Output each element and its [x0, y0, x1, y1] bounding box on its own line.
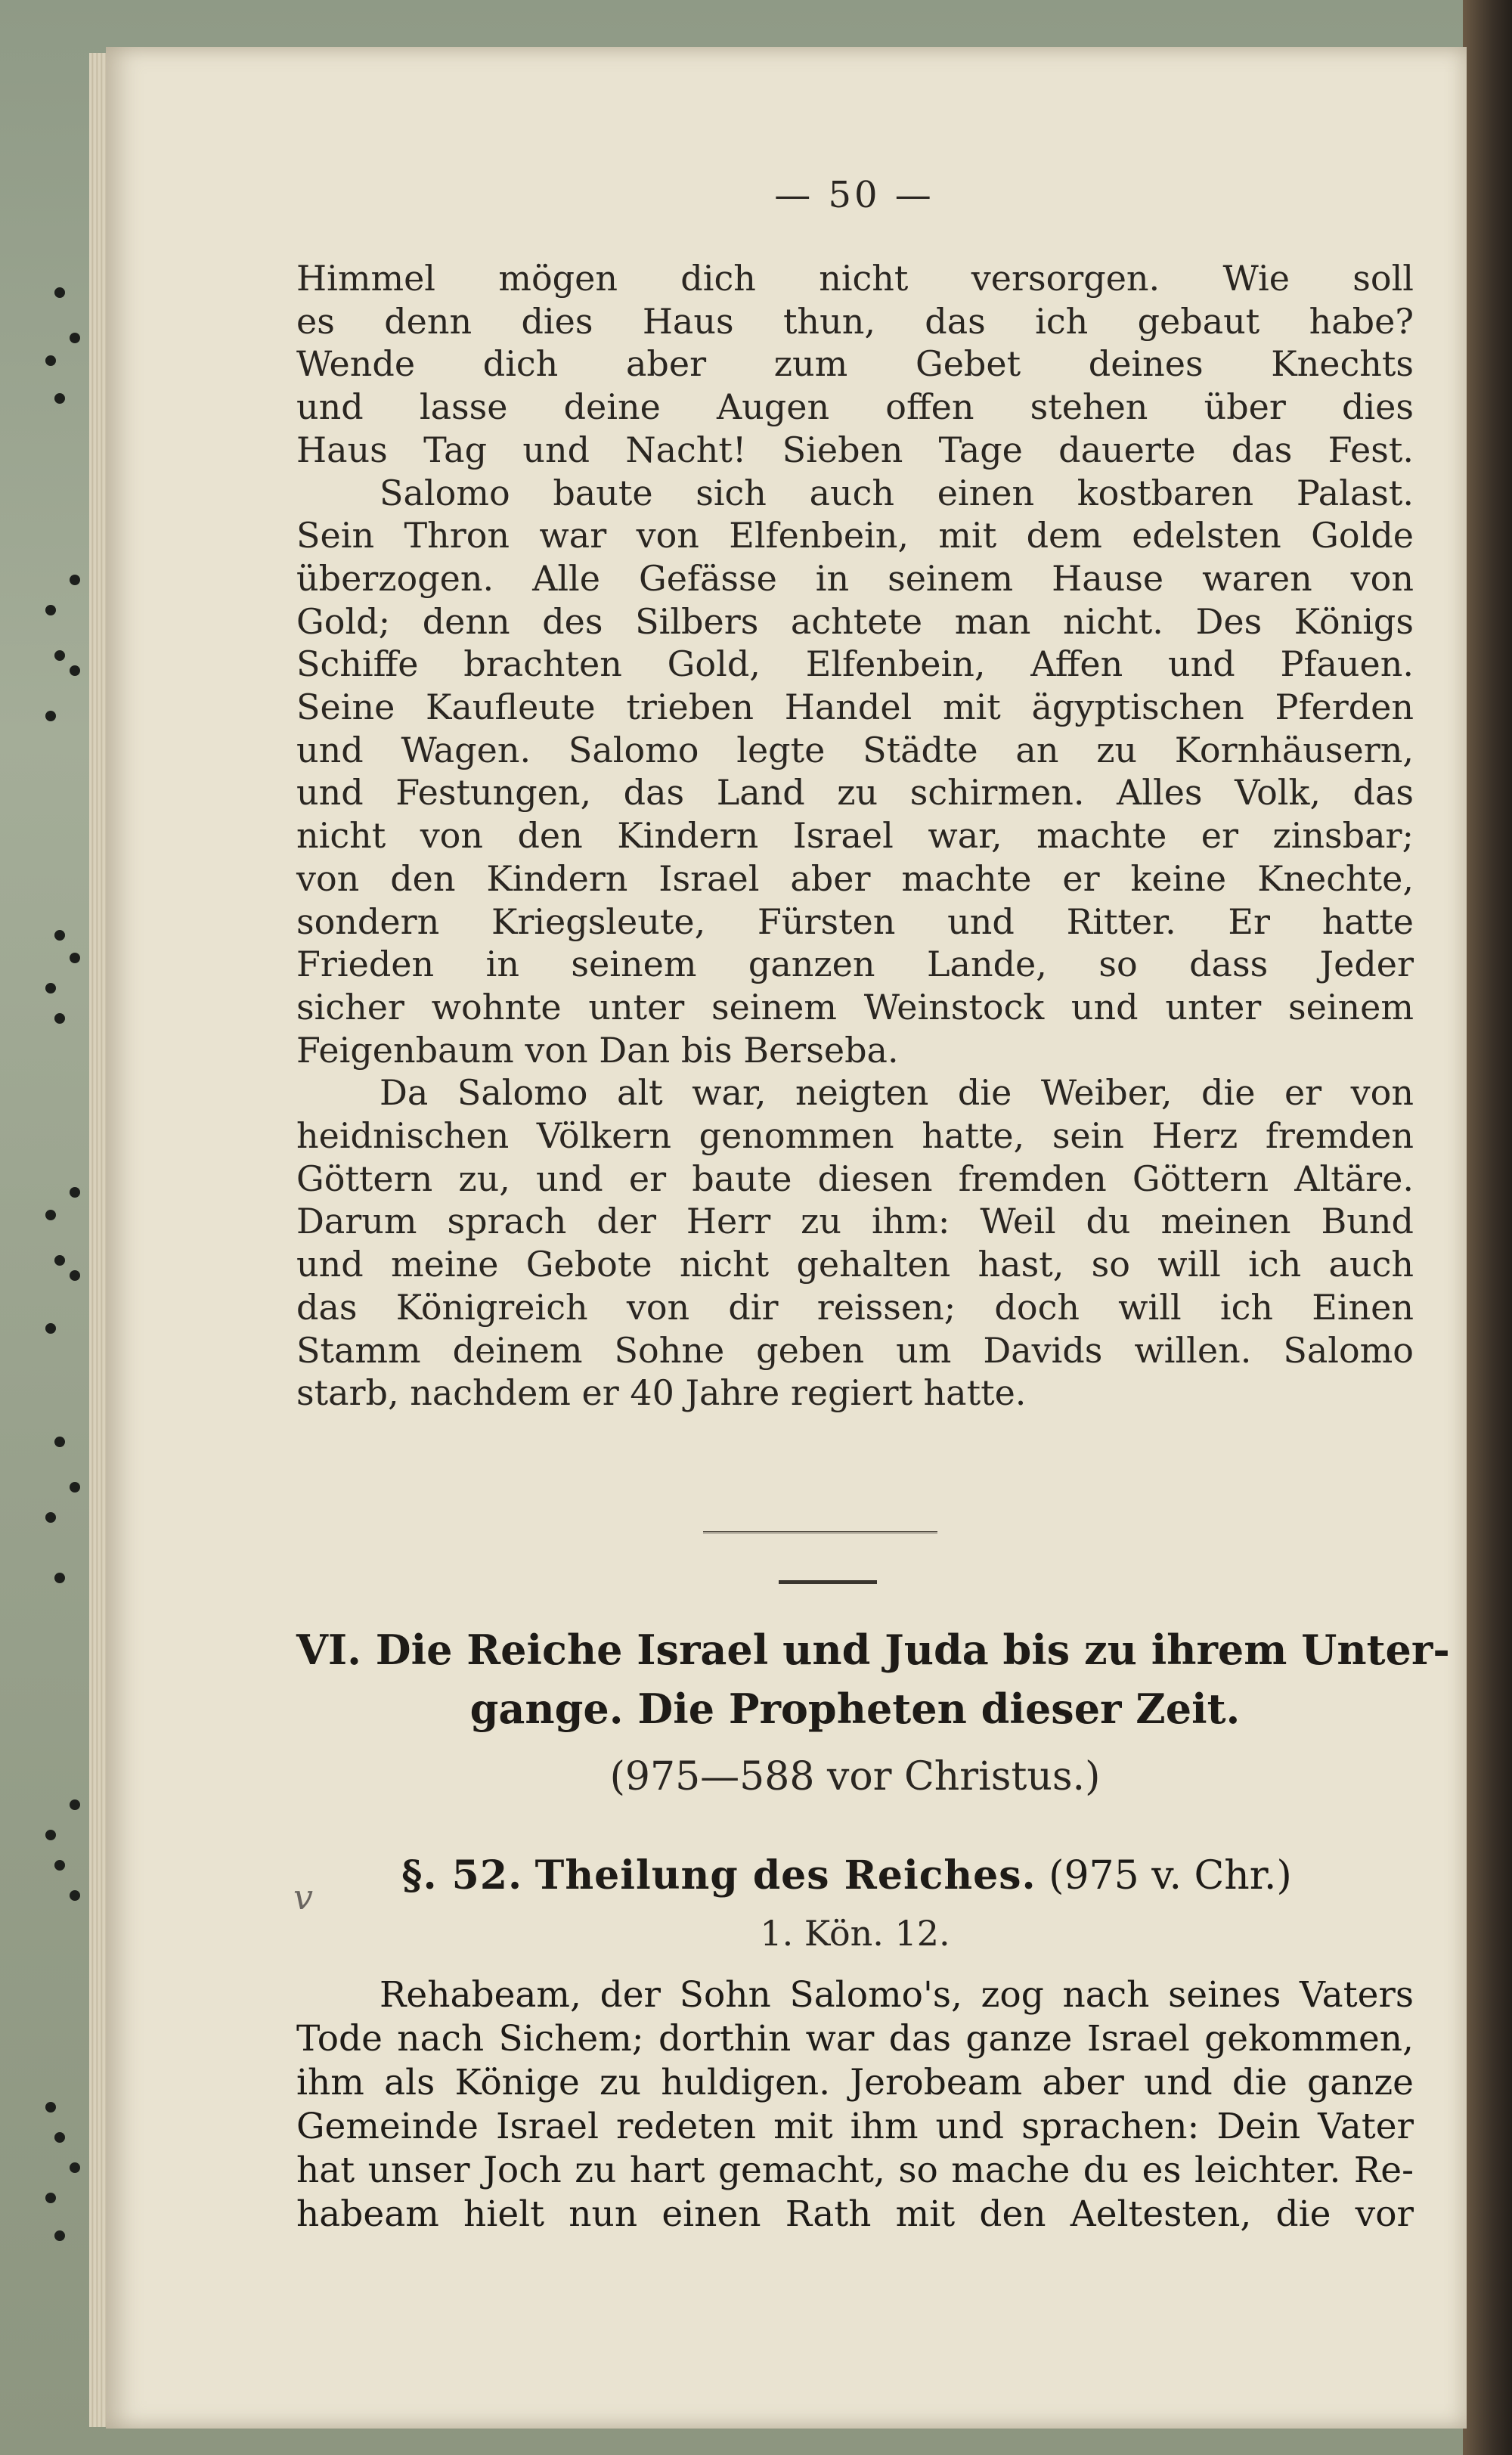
text-line: Frieden in seinem ganzen Lande, so dass Jeder	[296, 944, 1414, 985]
cover-marble-dot	[70, 333, 80, 343]
cover-marble-dot	[45, 2193, 56, 2203]
text-line: Gemeinde Israel redeten mit ihm und sprachen: Dein Vater	[296, 2106, 1414, 2147]
ornamental-rule	[703, 1531, 937, 1541]
chapter-date: (975—588 vor Christus.)	[609, 1754, 1101, 1799]
body-text	[296, 257, 1414, 1415]
section-title: Theilung des Reiches.	[534, 1852, 1036, 1899]
section-divider	[779, 1580, 877, 1584]
text-line: heidnischen Völkern genommen hatte, sein Herz fremden	[296, 1115, 1414, 1157]
cover-marble-dot	[54, 1013, 65, 1024]
section-date: (975 v. Chr.)	[1049, 1853, 1292, 1899]
text-line: Darum sprach der Herr zu ihm: Weil du meinen Bund	[296, 1201, 1414, 1242]
cover-marble-dot	[70, 1187, 80, 1198]
text-line: und lasse deine Augen offen stehen über dies	[296, 386, 1414, 428]
chapter-heading-line: VI. Die Reiche Israel und Juda bis zu ihrem Unter-	[296, 1626, 1450, 1674]
text-line: Da Salomo alt war, neigten die Weiber, die er von	[380, 1072, 1414, 1114]
text-line: Stamm deinem Sohne geben um Davids willen. Salomo	[296, 1329, 1414, 1371]
cover-marble-dot	[54, 393, 65, 404]
text-line: habeam hielt nun einen Rath mit den Aeltesten, die vor	[296, 2193, 1414, 2235]
cover-marble-dot	[70, 1799, 80, 1810]
cover-marble-dot	[45, 1323, 56, 1334]
cover-marble-dot	[54, 650, 65, 661]
cover-marble-dot	[45, 2102, 56, 2112]
cover-marble-dot	[45, 605, 56, 615]
text-line: Feigenbaum von Dan bis Berseba.	[296, 1029, 899, 1071]
text-line: von den Kindern Israel aber machte er keine Knechte,	[296, 857, 1414, 899]
cover-marble-dot	[70, 1890, 80, 1901]
section-reference: 1. Kön. 12.	[760, 1913, 950, 1954]
page-number: — 50 —	[774, 174, 934, 216]
cover-marble-dot	[45, 711, 56, 721]
section-heading	[355, 1852, 1338, 1899]
cover-marble-dot	[45, 355, 56, 366]
cover-marble-dot	[54, 287, 65, 298]
cover-marble-dot	[54, 1437, 65, 1447]
text-line: ihm als Könige zu huldigen. Jerobeam aber und die ganze	[296, 2062, 1414, 2103]
text-line: hat unser Joch zu hart gemacht, so mache du es leichter. Re-	[296, 2150, 1414, 2191]
text-line: und meine Gebote nicht gehalten hast, so will ich auch	[296, 1244, 1414, 1285]
cover-marble-dot	[45, 1512, 56, 1523]
text-line: überzogen. Alle Gefässe in seinem Hause waren von	[296, 557, 1414, 599]
cover-marble-dot	[70, 1270, 80, 1281]
text-line: Gold; denn des Silbers achtete man nicht. Des Königs	[296, 600, 1414, 642]
text-line: das Königreich von dir reissen; doch will ich Einen	[296, 1286, 1414, 1328]
text-line: und Festungen, das Land zu schirmen. Alles Volk, das	[296, 772, 1414, 814]
text-line: und Wagen. Salomo legte Städte an zu Kornhäusern,	[296, 729, 1414, 770]
cover-marble-dot	[70, 2162, 80, 2173]
text-line: Salomo baute sich auch einen kostbaren Palast.	[380, 472, 1414, 513]
cover-marble-dot	[54, 1860, 65, 1871]
section-number: §. 52.	[401, 1852, 523, 1899]
cover-marble-dot	[54, 930, 65, 941]
cover-marble-dot	[45, 1830, 56, 1840]
text-line: Seine Kaufleute trieben Handel mit ägyptischen Pferden	[296, 687, 1414, 728]
cover-marble-dot	[54, 1255, 65, 1266]
text-line: Tode nach Sichem; dorthin war das ganze Israel gekommen,	[296, 2018, 1414, 2060]
text-line: Wende dich aber zum Gebet deines Knechts	[296, 343, 1414, 385]
text-line: Rehabeam, der Sohn Salomo's, zog nach seines Vaters	[380, 1974, 1414, 2016]
text-line: sondern Kriegsleute, Fürsten und Ritter. Er hatte	[296, 900, 1414, 942]
text-line: Haus Tag und Nacht! Sieben Tage dauerte das Fest.	[296, 429, 1414, 470]
text-line: Sein Thron war von Elfenbein, mit dem edelsten Golde	[296, 515, 1414, 556]
cover-marble-dot	[70, 953, 80, 963]
chapter-heading-line: gange. Die Propheten dieser Zeit.	[469, 1685, 1241, 1733]
cover-marble-dot	[70, 1482, 80, 1493]
cover-marble-dot	[54, 2230, 65, 2241]
pencil-check-mark: v	[293, 1877, 313, 1917]
cover-marble-dot	[70, 575, 80, 585]
section-text	[296, 1973, 1414, 2236]
text-line: sicher wohnte unter seinem Weinstock und unter seinem	[296, 986, 1414, 1028]
text-line: nicht von den Kindern Israel war, machte er zinsbar;	[296, 815, 1414, 857]
text-line: starb, nachdem er 40 Jahre regiert hatte.	[296, 1372, 1027, 1414]
book-binding	[1463, 0, 1512, 2455]
cover-marble-dot	[54, 2132, 65, 2143]
text-line: Himmel mögen dich nicht versorgen. Wie soll	[296, 258, 1414, 299]
text-line: es denn dies Haus thun, das ich gebaut habe?	[296, 300, 1414, 342]
text-line: Schiffe brachten Gold, Elfenbein, Affen und Pfauen.	[296, 643, 1414, 685]
cover-marble-dot	[54, 1573, 65, 1583]
cover-marble-dot	[45, 1210, 56, 1220]
text-line: Göttern zu, und er baute diesen fremden Göttern Altäre.	[296, 1158, 1414, 1199]
chapter-heading	[296, 1626, 1450, 1733]
cover-marble-dot	[70, 665, 80, 676]
cover-marble-dot	[45, 983, 56, 993]
